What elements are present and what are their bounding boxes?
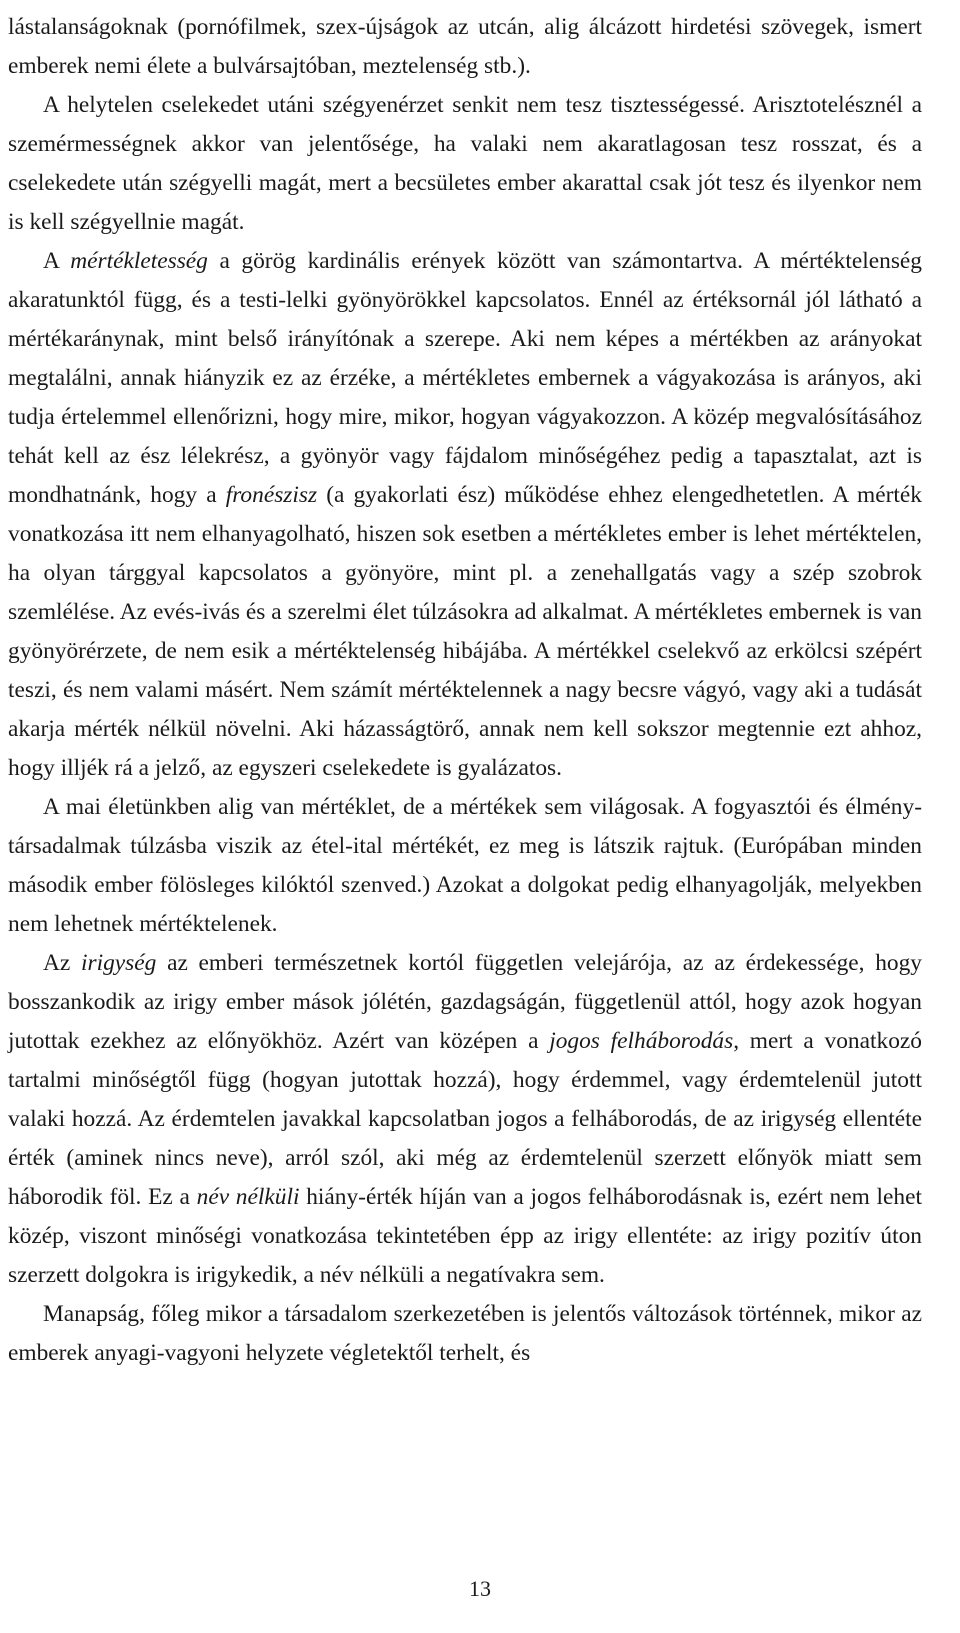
paragraph: [8, 788, 922, 944]
paragraph: [8, 1295, 922, 1373]
text-run: , mert a vonatkozó tartalmi minőségtől függ (hogyan jutottak hozzá), hogy érdemmel, vagy érdemtelenül jutott valaki hozzá. Az érdemtelen javakkal kapcsolatban jogos a felháborodás, de az irigység ellentéte érték (aminek nincs neve), arról szól, aki még az érdemtelenül szerzett előnyök miatt sem háborodik föl. Ez a: [8, 1028, 922, 1210]
text-run: hiány-érték híján van a jogos felháborodásnak is, ezért nem lehet közép, viszont minőségi vonatkozása tekintetében épp az irigy ellentéte: az irigy pozitív úton szerzett dolgokra is irigykedik, a név nélküli a negatívakra sem.: [8, 1184, 922, 1288]
text-run: Az: [43, 950, 81, 976]
paragraph: [8, 242, 922, 788]
italic-term: név nélküli: [196, 1184, 300, 1210]
italic-term: irigység: [81, 950, 157, 976]
text-run: (a gyakorlati ész) működése ehhez elengedhetetlen. A mérték vonatkozása itt nem elhanyagolható, hiszen sok esetben a mértékletes ember is lehet mértéktelen, ha olyan tárggyal kapcsolatos a gyönyöre, mint pl. a zenehallgatás vagy a szép szobrok szemlélése. Az evés-ivás és a szerelmi élet túlzásokra ad alkalmat. A mértékletes embernek is van gyönyörérzete, de nem esik a mértéktelenség hibájába. A mértékkel cselekvő az erkölcsi szépért teszi, és nem valami másért. Nem számít mértéktelennek a nagy becsre vágyó, vagy aki a tudását akarja mérték nélkül növelni. Aki házasságtörő, annak nem kell sokszor megtennie ezt ahhoz, hogy illjék rá a jelző, az egyszeri cselekedete is gyalázatos.: [8, 482, 922, 781]
italic-term: jogos felháborodás: [549, 1028, 734, 1054]
text-run: A mai életünkben alig van mértéklet, de a mértékek sem világosak. A fogyasztói és élmény-társadalmak túlzásba viszik az étel-ital mértékét, ez meg is látszik rajtuk. (Európában minden második ember fölösleges kilóktól szenved.) Azokat a dolgokat pedig elhanyagolják, melyekben nem lehetnek mértéktelenek.: [8, 794, 922, 937]
body-text: [8, 8, 922, 1373]
text-run: lástalanságoknak (pornófilmek, szex-újságok az utcán, alig álcázott hirdetési szövegek, ismert emberek nemi élete a bulvársajtóban, meztelenség stb.).: [8, 14, 922, 79]
text-run: a görög kardinális erények között van számontartva. A mértéktelenség akaratunktól függ, és a testi-lelki gyönyörökkel kapcsolatos. Ennél az értéksornál jól látható a mértékaránynak, mint belső irányítónak a szerepe. Aki nem képes a mértékben az arányokat megtalálni, annak hiányzik ez az érzéke, a mértékletes embernek a vágyakozása is arányos, aki tudja értelemmel ellenőrizni, hogy mire, mikor, hogyan vágyakozzon. A közép megvalósításához tehát kell az ész lélekrész, a gyönyör vagy fájdalom minőségéhez pedig a tapasztalat, azt is mondhatnánk, hogy a: [8, 248, 922, 508]
text-run: az emberi természetnek kortól független velejárója, az az érdekessége, hogy bosszankodik az irigy ember mások jólétén, gazdagságán, függetlenül attól, hogy azok hogyan jutottak ezekhez az előnyökhöz. Azért van középen a: [8, 950, 923, 1054]
text-run: Manapság, főleg mikor a társadalom szerkezetében is jelentős változások történnek, mikor az emberek anyagi-vagyoni helyzete végletektől terhelt, és: [8, 1301, 922, 1366]
paragraph: [8, 8, 922, 86]
paragraph: [8, 86, 922, 242]
text-run: A helytelen cselekedet utáni szégyenérzet senkit nem tesz tisztességessé. Arisztotelésznél a szemérmességnek akkor van jelentősége, ha valaki nem akaratlagosan tesz rosszat, és a cselekedete után szégyelli magát, mert a becsületes ember akarattal csak jót tesz és ilyenkor nem is kell szégyellnie magát.: [8, 92, 922, 235]
italic-term: fronészisz: [225, 482, 318, 508]
page-number: 13: [469, 1576, 491, 1601]
text-run: A: [43, 248, 71, 274]
italic-term: mértékletesség: [70, 248, 208, 274]
paragraph: [8, 944, 922, 1295]
